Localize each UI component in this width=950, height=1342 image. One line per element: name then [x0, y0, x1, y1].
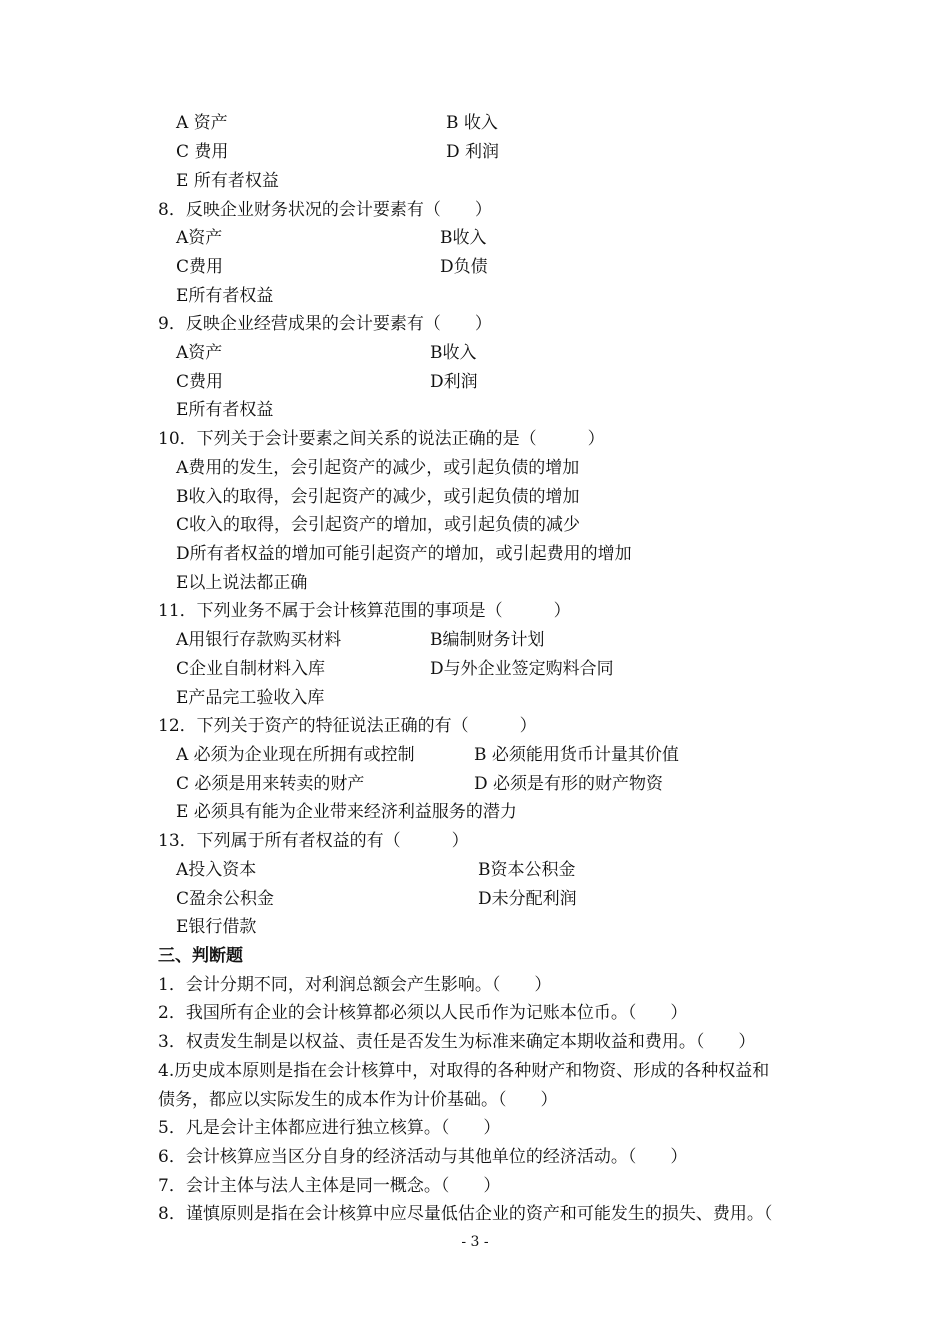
q8-option-b: B收入: [440, 228, 487, 248]
q7-option-e: E 所有者权益: [176, 171, 279, 191]
q11-option-a: A用银行存款购买材料: [176, 630, 342, 650]
q10-option-a: A费用的发生，会引起资产的减少，或引起负债的增加: [176, 458, 580, 478]
q7-option-b: B 收入: [446, 113, 498, 133]
q8-option-c: C费用: [176, 257, 224, 277]
q11-option-c: C企业自制材料入库: [176, 659, 326, 679]
q8-stem: 8．反映企业财务状况的会计要素有（ ）: [158, 200, 492, 220]
q9-option-b: B收入: [430, 343, 477, 363]
judgment-item: 5．凡是会计主体都应进行独立核算。（ ）: [158, 1118, 501, 1138]
q10-stem: 10．下列关于会计要素之间关系的说法正确的是（ ）: [158, 429, 605, 449]
judgment-item: 1．会计分期不同，对利润总额会产生影响。（ ）: [158, 975, 552, 995]
q10-option-e: E以上说法都正确: [176, 573, 308, 593]
judgment-item: 2．我国所有企业的会计核算都必须以人民币作为记账本位币。（ ）: [158, 1003, 688, 1023]
q8-option-e: E所有者权益: [176, 286, 274, 306]
q12-stem: 12．下列关于资产的特征说法正确的有（ ）: [158, 716, 537, 736]
q8-option-a: A资产: [176, 228, 223, 248]
q13-stem: 13．下列属于所有者权益的有（ ）: [158, 831, 469, 851]
q10-option-b: B收入的取得，会引起资产的减少，或引起负债的增加: [176, 487, 580, 507]
judgment-item-continued: 债务，都应以实际发生的成本作为计价基础。（ ）: [158, 1090, 558, 1110]
judgment-item: 7．会计主体与法人主体是同一概念。（ ）: [158, 1176, 501, 1196]
q9-option-d: D利润: [430, 372, 478, 392]
q9-stem: 9．反映企业经营成果的会计要素有（ ）: [158, 314, 492, 334]
q12-option-b: B 必须能用货币计量其价值: [474, 745, 679, 765]
q12-option-c: C 必须是用来转卖的财产: [176, 774, 365, 794]
q9-option-a: A资产: [176, 343, 223, 363]
q13-option-e: E银行借款: [176, 917, 257, 937]
q7-option-d: D 利润: [446, 142, 500, 162]
q7-option-a: A 资产: [176, 113, 228, 133]
q13-option-b: B资本公积金: [478, 860, 576, 880]
q7-option-c: C 费用: [176, 142, 229, 162]
judgment-item: 4.历史成本原则是指在会计核算中，对取得的各种财产和物资、形成的各种权益和: [158, 1061, 770, 1081]
judgment-item: 8．谨慎原则是指在会计核算中应尽量低估企业的资产和可能发生的损失、费用。（: [158, 1204, 773, 1224]
q12-option-d: D 必须是有形的财产物资: [474, 774, 664, 794]
q10-option-c: C收入的取得，会引起资产的增加，或引起负债的减少: [176, 515, 581, 535]
q11-stem: 11．下列业务不属于会计核算范围的事项是（ ）: [158, 601, 571, 621]
judgment-item: 6．会计核算应当区分自身的经济活动与其他单位的经济活动。（ ）: [158, 1147, 688, 1167]
q12-option-a: A 必须为企业现在所拥有或控制: [176, 745, 415, 765]
q13-option-a: A投入资本: [176, 860, 257, 880]
q10-option-d: D所有者权益的增加可能引起资产的增加，或引起费用的增加: [176, 544, 632, 564]
q11-option-d: D与外企业签定购料合同: [430, 659, 614, 679]
page-number: - 3 -: [461, 1234, 489, 1250]
q13-option-c: C盈余公积金: [176, 889, 275, 909]
q13-option-d: D未分配利润: [478, 889, 577, 909]
q9-option-e: E所有者权益: [176, 400, 274, 420]
judgment-item: 3．权责发生制是以权益、责任是否发生为标准来确定本期收益和费用。（ ）: [158, 1032, 756, 1052]
q11-option-b: B编制财务计划: [430, 630, 545, 650]
q9-option-c: C费用: [176, 372, 224, 392]
q11-option-e: E产品完工验收入库: [176, 688, 325, 708]
section-title-judgment: 三、判断题: [158, 946, 243, 966]
q8-option-d: D负债: [440, 257, 488, 277]
q12-option-e: E 必须具有能为企业带来经济利益服务的潜力: [176, 802, 517, 822]
